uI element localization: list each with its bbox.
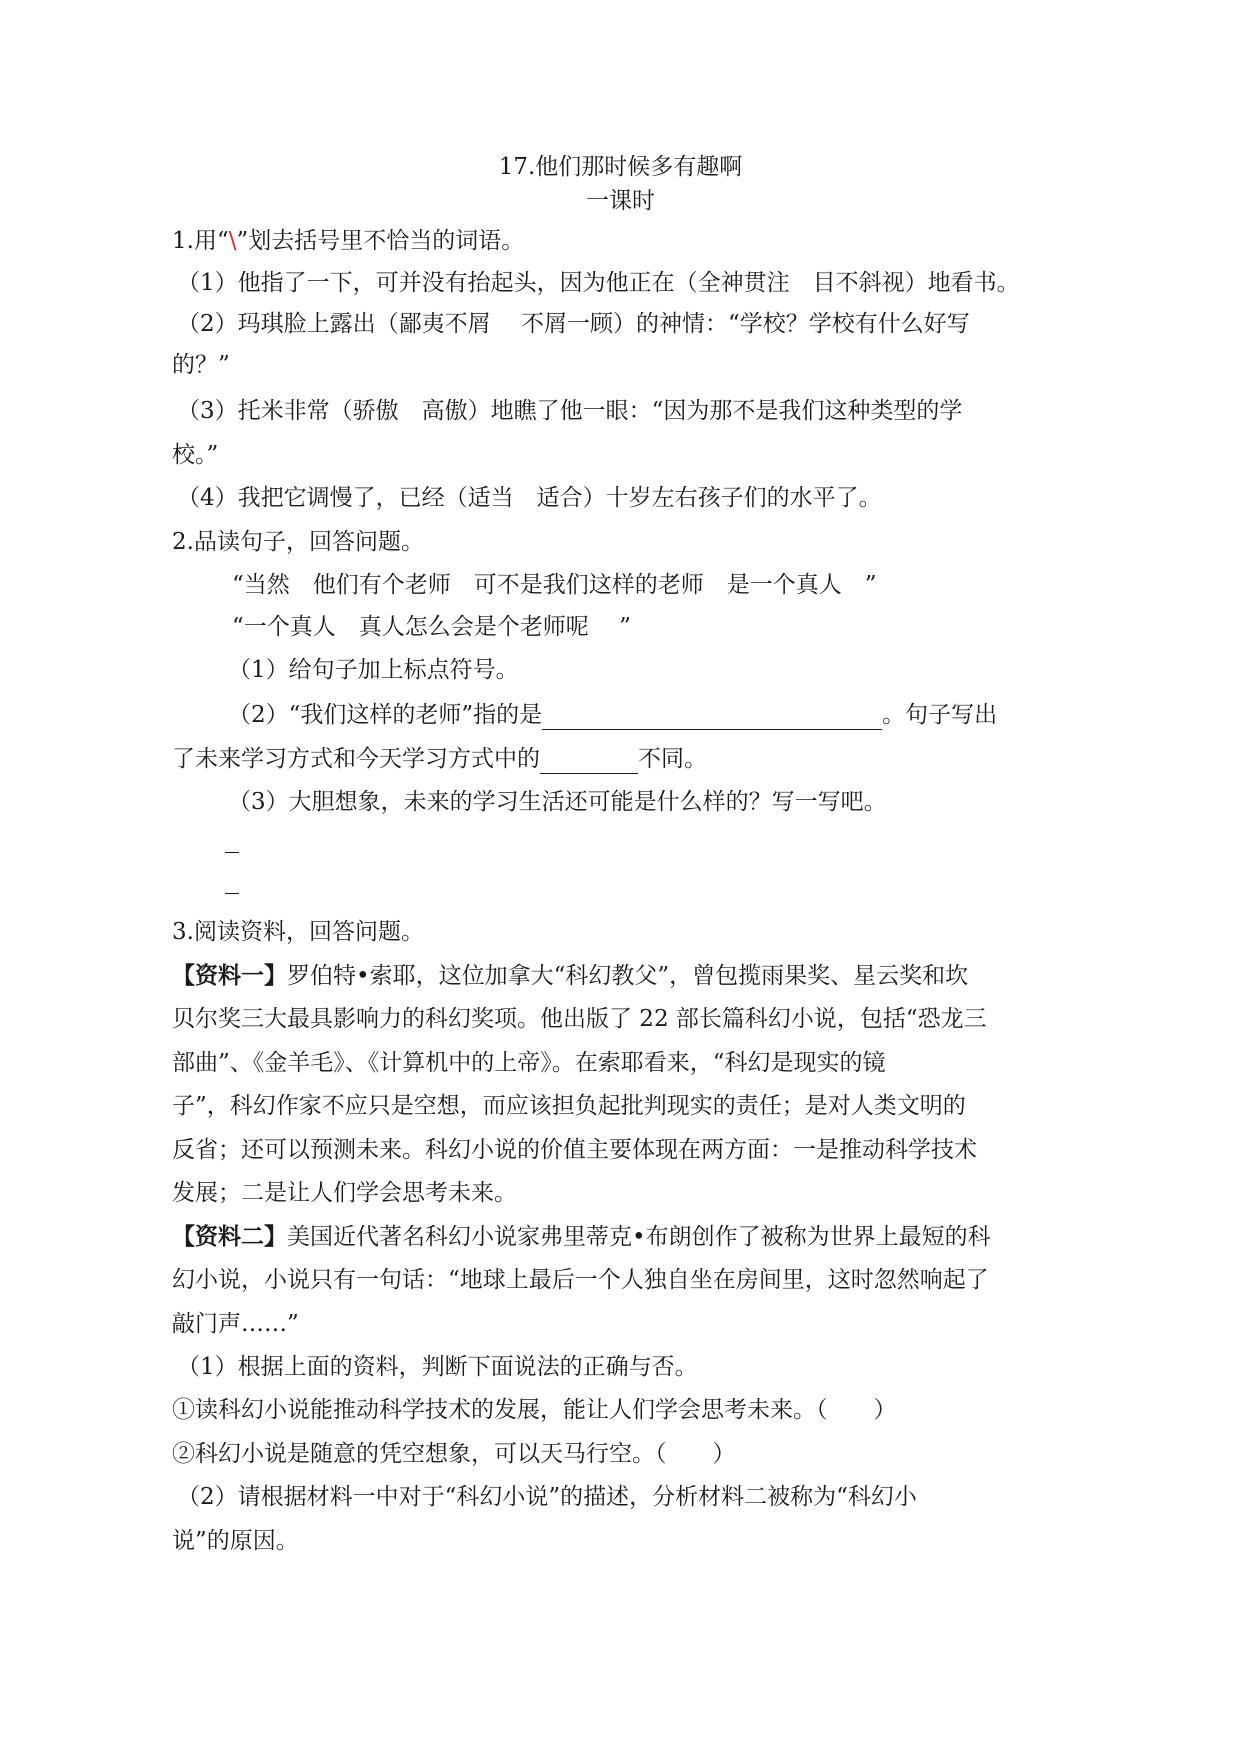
q2-sub-2-cont: 了未来学习方式和今天学习方式中的 不同。 [172, 746, 707, 772]
material-1-line-4: 子”，科幻作家不应只是空想，而应该担负起批判现实的责任；是对人类文明的 [172, 1093, 966, 1119]
q1-item-1: （1）他指了一下，可并没有抬起头，因为他正在（全神贯注 目不斜视）地看书。 [177, 270, 1020, 296]
material-1-line-3: 部曲”、《金羊毛》、《计算机中的上帝》。在索耶看来，“科幻是现实的镜 [172, 1050, 886, 1076]
material-2-line-1: 【资料二】美国近代著名科幻小说家弗里蒂克•布朗创作了被称为世界上最短的科 [172, 1223, 991, 1250]
q2-sub-2: （2）“我们这样的老师”指的是 。句子写出 [228, 702, 998, 728]
q2-heading: 2.品读句子，回答问题。 [172, 529, 424, 555]
material-1-line-5: 反省；还可以预测未来。科幻小说的价值主要体现在两方面：一是推动科学技术 [172, 1137, 977, 1163]
q1-item-2: （2）玛琪脸上露出（鄙夷不屑 不屑一顾）的神情：“学校？学校有什么好写 [177, 311, 970, 337]
q3-sub-1: （1）根据上面的资料，判断下面说法的正确与否。 [177, 1354, 698, 1380]
material-1-line-1: 【资料一】罗伯特•索耶，这位加拿大“科幻教父”，曾包揽雨果奖、星云奖和坎 [172, 962, 969, 989]
q2-quote-2: “一个真人 真人怎么会是个老师呢 ” [232, 614, 631, 640]
material-2-line-3: 敲门声……” [172, 1311, 299, 1337]
answer-blank-2[interactable] [540, 749, 638, 774]
material-2-line-2: 幻小说，小说只有一句话：“地球上最后一个人独自坐在房间里，这时忽然响起了 [172, 1267, 989, 1293]
material-1-line-6: 发展；二是让人们学会思考未来。 [172, 1180, 517, 1206]
material-1-line-2: 贝尔奖三大最具影响力的科幻奖项。他出版了 22 部长篇科幻小说，包括“恐龙三 [172, 1006, 987, 1032]
q3-sub-2-cont: 说”的原因。 [172, 1528, 299, 1554]
lesson-subtitle: 一课时 [586, 188, 655, 214]
q2-sub-3: （3）大胆想象，未来的学习生活还可能是什么样的？写一写吧。 [228, 789, 887, 815]
q1-item-4: （4）我把它调慢了，已经（适当 适合）十岁左右孩子们的水平了。 [177, 485, 882, 511]
q3-judge-2: ②科幻小说是随意的凭空想象，可以天马行空。（ ） [172, 1441, 736, 1467]
q2-quote-1: “当然 他们有个老师 可不是我们这样的老师 是一个真人 ” [232, 572, 877, 598]
q1-heading: 1.用“\”划去括号里不恰当的词语。 [172, 228, 525, 254]
answer-blank-1[interactable] [542, 705, 882, 730]
material-2-label: 【资料二】 [172, 1223, 287, 1250]
q3-heading: 3.阅读资料，回答问题。 [172, 919, 424, 945]
lesson-title: 17.他们那时候多有趣啊 [498, 154, 743, 180]
material-1-label: 【资料一】 [172, 962, 287, 989]
q3-judge-1: ①读科幻小说能推动科学技术的发展，能让人们学会思考未来。（ ） [172, 1397, 897, 1423]
answer-line-1[interactable] [225, 852, 239, 853]
answer-line-2[interactable] [225, 893, 239, 894]
q1-item-2-cont: 的？” [172, 352, 230, 378]
q2-sub-1: （1）给句子加上标点符号。 [228, 657, 519, 683]
q1-item-3: （3）托米非常（骄傲 高傲）地瞧了他一眼：“因为那不是我们这种类型的学 [177, 398, 963, 424]
strike-mark: \ [228, 228, 237, 254]
q3-sub-2: （2）请根据材料一中对于“科幻小说”的描述，分析材料二被称为“科幻小 [177, 1484, 917, 1510]
q1-item-3-cont: 校。” [172, 442, 219, 468]
